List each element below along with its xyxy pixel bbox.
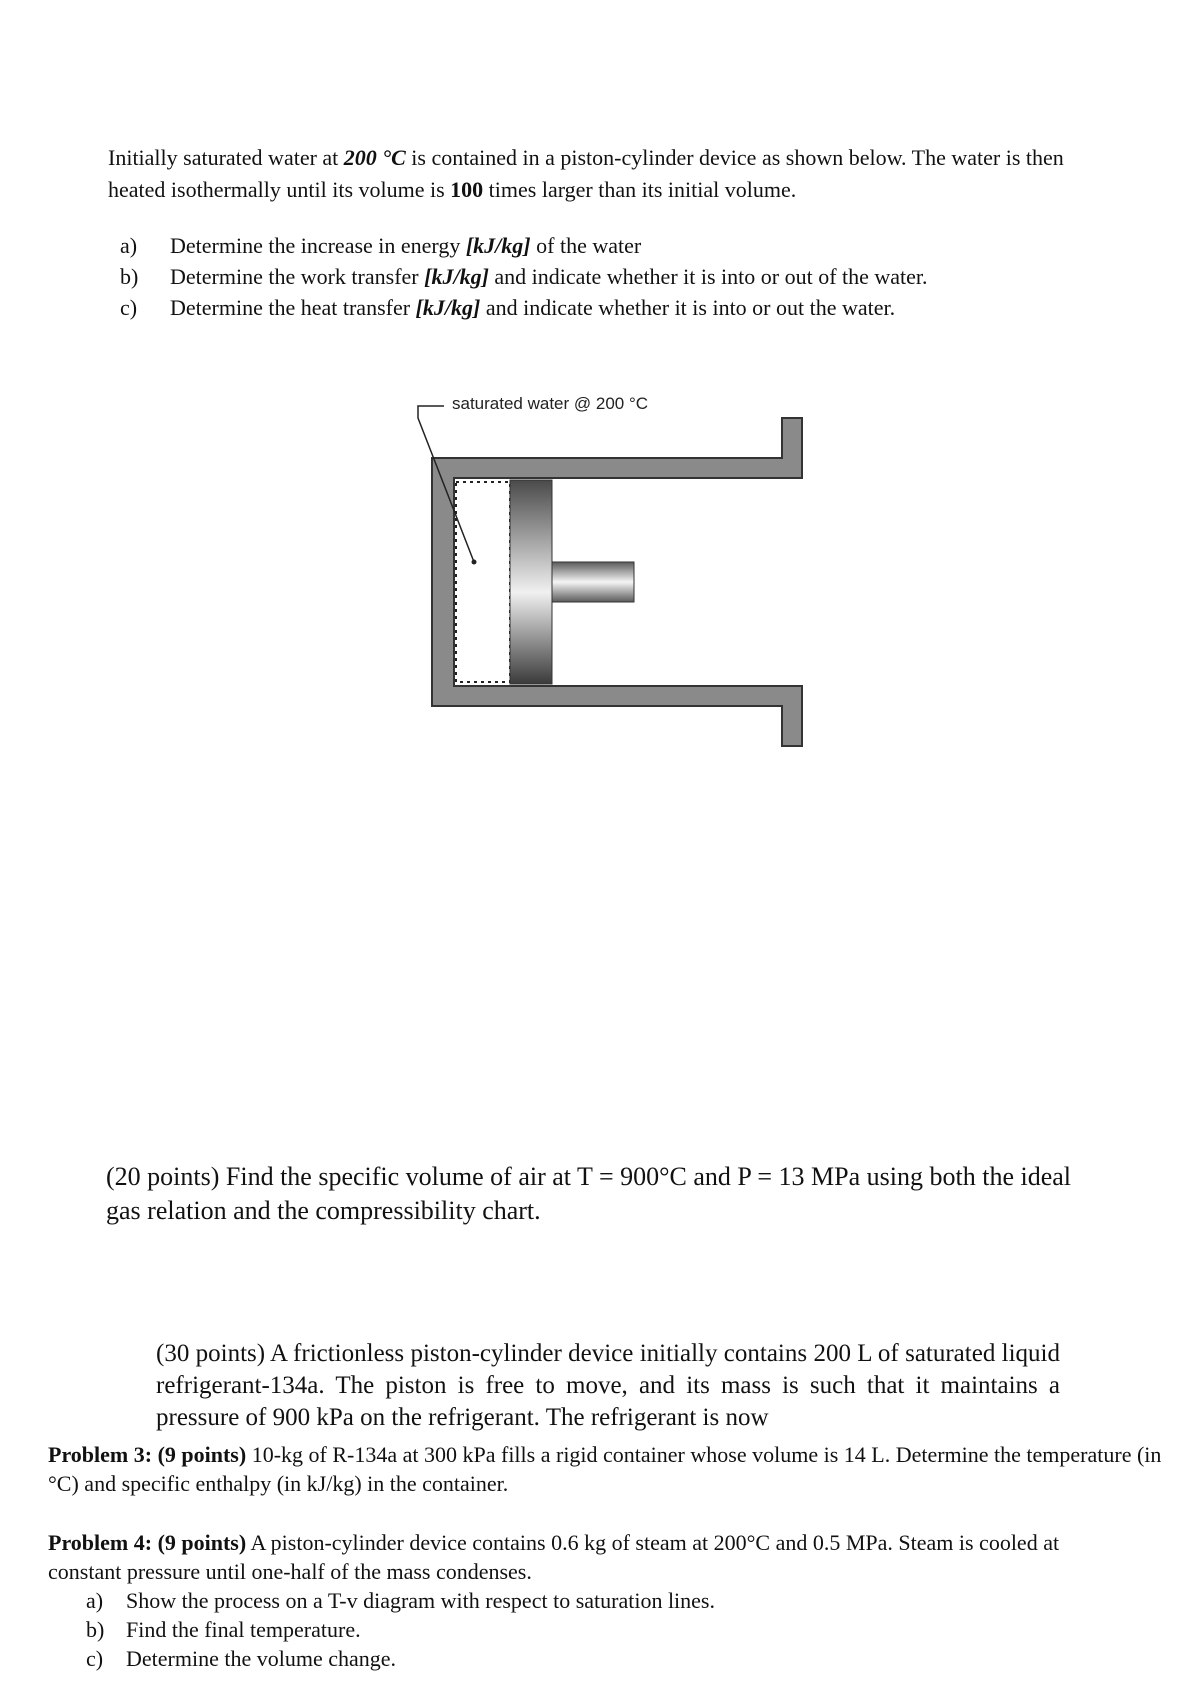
r134a-problem-text: (30 points) A frictionless piston-cylinder device initially contains 200 L of saturated liquid refrigerant-134a. The piston is free to move, and its mass is such that it maintains a pressure of 900 kPa on the refrigerant. The refrigerant is now <box>156 1340 1060 1431</box>
problem1-item-c: c) Determine the heat transfer [kJ/kg] and indicate whether it is into or out the water. <box>120 295 896 320</box>
problem4-text: A piston-cylinder device contains 0.6 kg of steam at 200°C and 0.5 MPa. Steam is cooled at constant pressure until one-half of the mass condenses. <box>48 1530 1060 1584</box>
problem1-item-a: a) Determine the increase in energy [kJ/kg] of the water <box>120 233 642 258</box>
problem4-item-b: b) Find the final temperature. <box>86 1617 361 1642</box>
problem4-item-c: c) Determine the volume change. <box>86 1646 397 1671</box>
problem4-block <box>48 1528 1128 1586</box>
problem3-block <box>48 1440 1168 1498</box>
piston-rod <box>552 562 634 602</box>
diagram-label: saturated water @ 200 °C <box>452 394 649 413</box>
problem2-text: (20 points) Find the specific volume of air at T = 900°C and P = 13 MPa using both the ideal gas relation and the compressibility chart. <box>106 1162 1072 1225</box>
water-region <box>456 482 510 682</box>
problem4-item-a: a) Show the process on a T-v diagram with respect to saturation lines. <box>86 1588 715 1613</box>
problem3-text: 10-kg of R-134a at 300 kPa fills a rigid container whose volume is 14 L. Determine the temperature (in °C) and specific enthalpy (in kJ/kg) in the container. <box>48 1442 1162 1496</box>
problem1-item-b: b) Determine the work transfer [kJ/kg] and indicate whether it is into or out of the water. <box>120 264 928 289</box>
problem1-intro: Initially saturated water at 200 °C is contained in a piston-cylinder device as shown below. The water is then heated isothermally until its volume is 100 times larger than its initial volume. <box>108 145 1064 202</box>
leader-dot <box>472 560 477 565</box>
problem3-heading: Problem 3: (9 points) <box>48 1442 247 1467</box>
problem4-heading: Problem 4: (9 points) <box>48 1530 247 1555</box>
piston-head <box>510 480 552 684</box>
